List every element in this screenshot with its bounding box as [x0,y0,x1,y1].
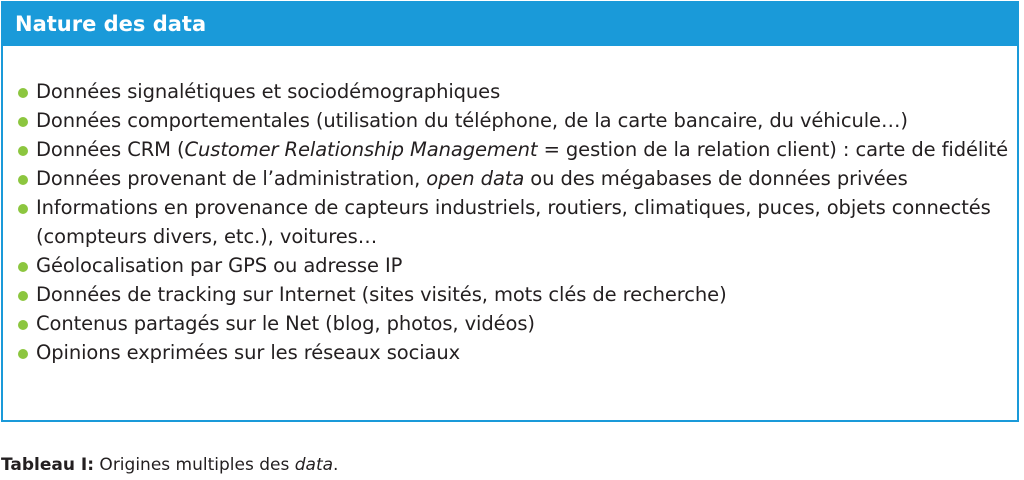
list-item-text-emphasis: open data [426,167,525,190]
bullet-dot-icon [18,204,28,214]
list-item [18,280,1008,309]
list-item [18,106,1008,135]
table-caption [1,454,338,476]
list-item [18,251,1008,280]
list-item [18,338,1008,367]
caption-end: . [333,455,339,475]
list-item-text-pre: Données CRM ( [36,138,185,161]
list-item-text-emphasis: Customer Relationship Management [184,138,538,161]
list-item [18,309,1008,338]
list-item-text-pre: Données provenant de l’administration, [36,167,427,190]
bullet-dot-icon [18,175,28,185]
caption-text: Origines multiples des [94,455,295,475]
list-item-text: Géolocalisation par GPS ou adresse IP [36,254,403,277]
list-item [18,193,1008,251]
bullet-dot-icon [18,88,28,98]
bullet-dot-icon [18,146,28,156]
list-item-text: Données comportementales (utilisation du téléphone, de la carte bancaire, du véhicule…) [36,109,908,132]
list-item-text: Contenus partagés sur le Net (blog, photos, vidéos) [36,312,535,335]
caption-emphasis: data [294,455,334,475]
list-item-text: Données signalétiques et sociodémographiques [36,80,501,103]
list-item [18,77,1008,106]
box-title: Nature des data [3,3,1017,46]
list-item-text: Opinions exprimées sur les réseaux sociaux [36,341,461,364]
list-item [18,135,1008,164]
bullet-dot-icon [18,349,28,359]
list-item-text-post: ou des mégabases de données privées [524,167,908,190]
bullet-dot-icon [18,291,28,301]
bullet-dot-icon [18,117,28,127]
bullet-dot-icon [18,262,28,272]
list-item [18,164,1008,193]
list-item-text: Données de tracking sur Internet (sites visités, mots clés de recherche) [36,283,727,306]
caption-label: Tableau I: [1,455,95,475]
data-nature-box [1,1,1019,422]
list-item-text-post: = gestion de la relation client) : carte de fidélité [537,138,1009,161]
bullet-dot-icon [18,320,28,330]
list-item-text: Informations en provenance de capteurs industriels, routiers, climatiques, puces, objets connectés (compteurs divers, etc.), voitures… [36,196,991,248]
data-nature-list [18,77,1008,367]
